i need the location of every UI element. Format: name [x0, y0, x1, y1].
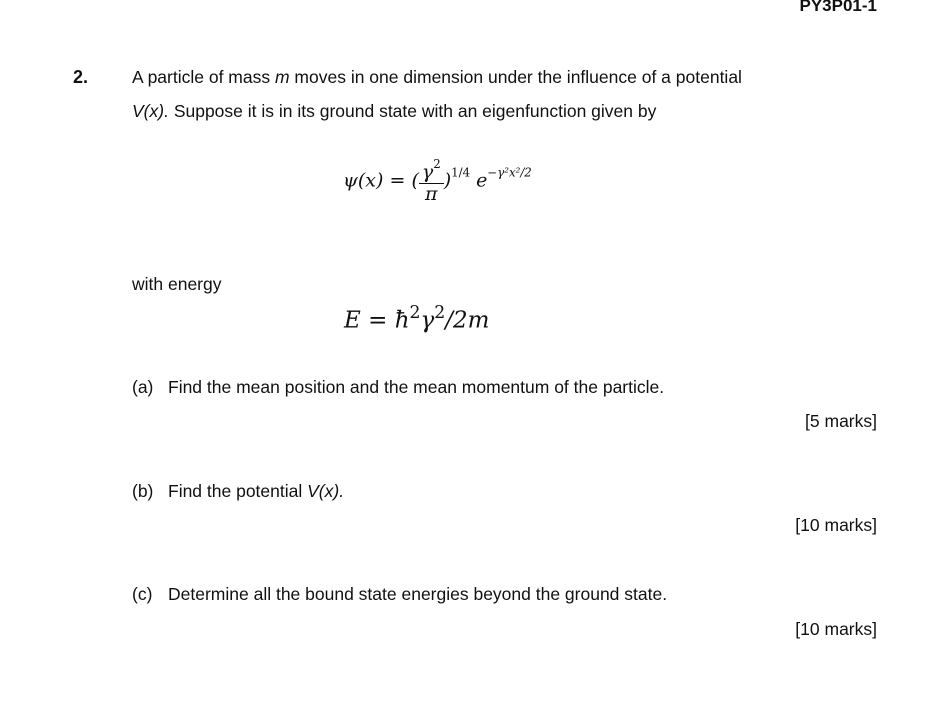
part-c [132, 584, 667, 605]
fraction-denominator: π [425, 182, 438, 205]
intro-text: Suppose it is in its ground state with an eigenfunction given by [168, 101, 657, 121]
part-a-marks: [5 marks] [805, 411, 877, 431]
numerator-exponent: 2 [433, 157, 441, 171]
part-label: (a) [132, 377, 154, 397]
question-number: 2. [73, 67, 89, 87]
part-a [132, 377, 664, 398]
intro-line-2 [132, 101, 656, 122]
numerator-base: γ [421, 161, 434, 183]
intro-text: A particle of mass [132, 67, 275, 87]
with-energy-text: with energy [132, 274, 222, 294]
paren-close: ) [443, 169, 452, 192]
potential-symbol: V(x). [307, 481, 345, 501]
part-text: Find the potential [168, 481, 308, 501]
intro-text: moves in one dimension under the influence of a potential [289, 67, 742, 87]
gamma-symbol: γ [420, 307, 435, 334]
paper-code: PY3P01-1 [799, 0, 877, 15]
part-b-marks: [10 marks] [795, 515, 877, 535]
potential-symbol: V(x). [132, 101, 169, 121]
part-c-marks: [10 marks] [795, 619, 877, 639]
part-label: (c) [132, 584, 153, 604]
part-text: Determine all the bound state energies beyond the ground state. [168, 584, 668, 604]
energy-lhs: E = [344, 307, 395, 334]
energy-rest: /2m [445, 307, 490, 334]
hbar-symbol: ħ [394, 307, 410, 334]
part-b [132, 481, 344, 502]
gamma-exponent: 2 [434, 303, 446, 323]
wavefunction-equation [343, 158, 532, 205]
mass-symbol: m [274, 67, 290, 87]
part-text: Find the mean position and the mean momentum of the particle. [168, 377, 665, 397]
power-exponent: 1/4 [451, 165, 471, 180]
intro-line-1 [132, 67, 742, 88]
fraction-numerator [419, 158, 444, 184]
gamma-over-pi-fraction [419, 158, 444, 205]
wavefunction-lhs: ψ(x) = ( [343, 169, 419, 192]
energy-equation [344, 303, 489, 333]
exp-base: e [476, 169, 488, 192]
gaussian-exponent: −γ²x²/2 [487, 165, 532, 180]
hbar-exponent: 2 [409, 303, 421, 323]
part-label: (b) [132, 481, 154, 501]
